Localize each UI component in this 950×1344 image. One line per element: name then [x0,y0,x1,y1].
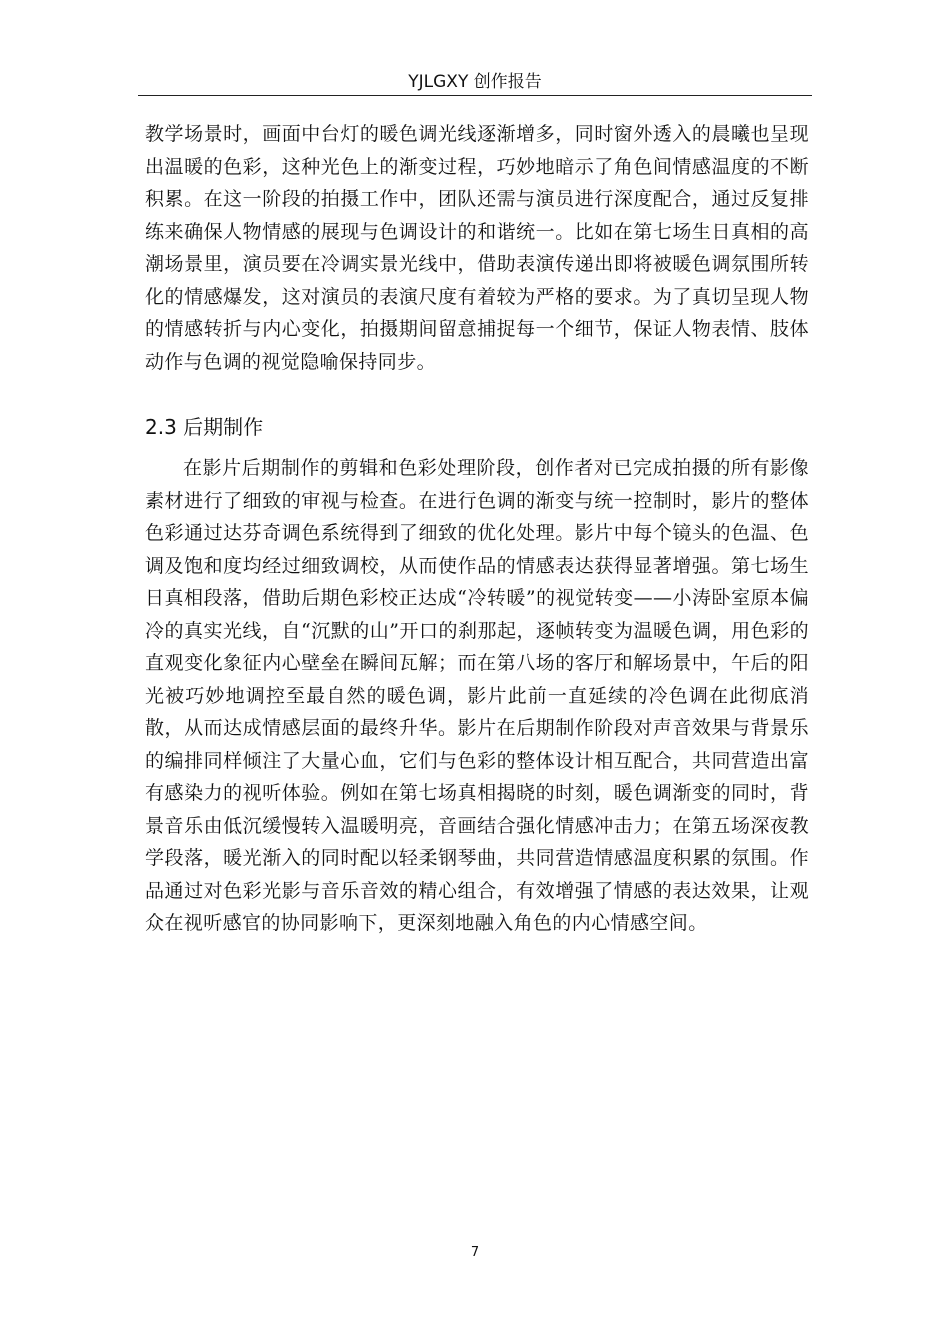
body-paragraph: 在影片后期制作的剪辑和色彩处理阶段，创作者对已完成拍摄的所有影像素材进行了细致的审视与检查。在进行色调的渐变与统一控制时，影片的整体色彩通过达芬奇调色系统得到了细致的优化处理。影片中每个镜头的色温、色调及饱和度均经过细致调校，从而使作品的情感表达获得显著增强。第七场生日真相段落，借助后期色彩校正达成“冷转暖”的视觉转变——小涛卧室原本偏冷的真实光线，自“沉默的山”开口的刹那起，逐帧转变为温暖色调，用色彩的直观变化象征内心壁垒在瞬间瓦解；而在第八场的客厅和解场景中，午后的阳光被巧妙地调控至最自然的暖色调，影片此前一直延续的冷色调在此彻底消散，从而达成情感层面的最终升华。影片在后期制作阶段对声音效果与背景乐的编排同样倾注了大量心血，它们与色彩的整体设计相互配合，共同营造出富有感染力的视听体验。例如在第七场真相揭晓的时刻，暖色调渐变的同时，背景音乐由低沉缓慢转入温暖明亮，音画结合强化情感冲击力；在第五场深夜教学段落，暖光渐入的同时配以轻柔钢琴曲，共同营造情感温度积累的氛围。作品通过对色彩光影与音乐音效的精心组合，有效增强了情感的表达效果，让观众在视听感官的协同影响下，更深刻地融入角色的内心情感空间。 [145,457,809,934]
running-header: YJLGXY 创作报告 [408,72,542,92]
page-number: 7 [470,1245,480,1260]
body-text-block-1 [145,118,809,378]
header-divider [138,95,812,96]
section-heading: 2.3 后期制作 [145,415,264,439]
body-text-block-2 [145,452,809,940]
body-paragraph-continued: 教学场景时，画面中台灯的暖色调光线逐渐增多，同时窗外透入的晨曦也呈现出温暖的色彩，这种光色上的渐变过程，巧妙地暗示了角色间情感温度的不断积累。在这一阶段的拍摄工作中，团队还需与演员进行深度配合，通过反复排练来确保人物情感的展现与色调设计的和谐统一。比如在第七场生日真相的高潮场景里，演员要在冷调实景光线中，借助表演传递出即将被暖色调氛围所转化的情感爆发，这对演员的表演尺度有着较为严格的要求。为了真切呈现人物的情感转折与内心变化，拍摄期间留意捕捉每一个细节，保证人物表情、肢体动作与色调的视觉隐喻保持同步。 [145,123,809,373]
